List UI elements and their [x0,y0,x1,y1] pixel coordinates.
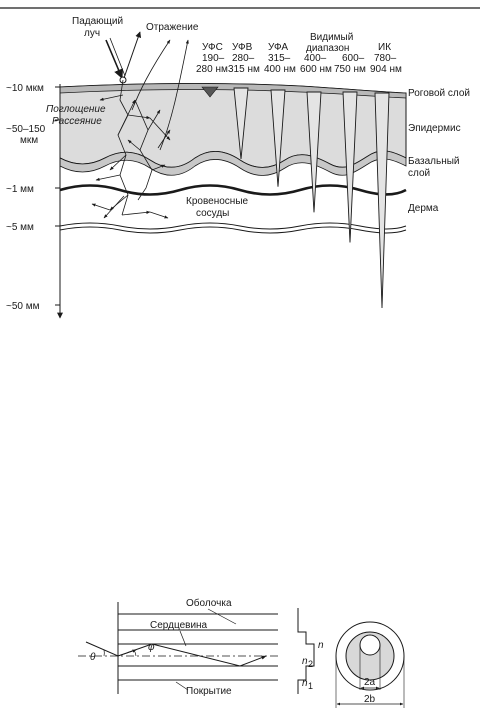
layer-label-basal-2: слой [408,168,431,179]
band-uva-range-1: 315– [268,53,291,64]
scattering-label: Рассеяние [52,116,102,127]
depth-label-5mm: ~5 мм [6,222,34,233]
band-uvc-name: УФС [202,42,223,53]
band-visible-range-2: 600 нм [300,64,332,75]
band-ir-range-2: 904 нм [370,64,402,75]
layer-label-stratum-corneum: Роговой слой [408,88,471,99]
phi-arc [134,650,136,656]
band-visible-name: Видимый [310,32,354,43]
band-uvb-range-2: 315 нм [228,64,260,75]
band-uva-range-2: 400 нм [264,64,296,75]
absorption-label: Поглощение [46,104,106,115]
profile-n1-n: n [302,678,308,689]
band-visible-range-1: 400– [304,53,327,64]
coating-label: Покрытие [186,686,232,697]
band-visible-range-0: диапазон [306,43,350,54]
band-ir-name: ИК [378,42,392,53]
outer-diameter-label: 2b [364,694,376,705]
blood-vessels-label-1: Кровеносные [186,196,249,207]
angle-theta: θ [90,652,96,663]
core-label: Сердцевина [150,620,208,631]
incident-ray [106,40,122,78]
dermis-boundary-5mm-b [60,227,406,233]
reflection-label: Отражение [146,22,199,33]
depth-label-10um: ~10 мкм [6,83,44,94]
layer-label-epidermis: Эпидермис [408,123,461,134]
skin-diagram [6,16,470,318]
incident-ray-label-1: Падающий [72,16,124,27]
angle-phi: φ [148,642,155,653]
band-red-range-2: 750 нм [334,64,366,75]
light-ray [86,642,266,666]
profile-n2-sub: 2 [308,659,314,669]
profile-n1 [302,678,313,691]
layer-label-basal-1: Базальный [408,156,460,167]
profile-n2-n: n [302,656,308,667]
band-uva-name: УФА [268,42,289,53]
incident-ray-label-2: луч [84,28,101,39]
cladding-leader [208,609,236,624]
depth-label-50-150: ~50–150 [6,124,46,135]
cross-section-core [360,635,380,655]
band-uvc-range-2: 280 нм [196,64,228,75]
incident-ray-edge [110,38,125,76]
band-uvb-name: УФВ [232,42,253,53]
profile-n: n [318,640,324,651]
fiber-diagram [78,597,404,708]
core-diameter-label: 2a [364,677,376,688]
band-red-range-1: 600– [342,53,365,64]
reflection-ray [124,32,140,78]
band-uvb-range-1: 280– [232,53,255,64]
profile-n2 [302,656,313,669]
cladding-label: Оболочка [186,598,232,609]
ray-arrow [118,650,136,656]
depth-label-1mm: ~1 мм [6,184,34,195]
penetration-cone-5 [375,93,389,308]
profile-n1-sub: 1 [308,681,314,691]
blood-vessels-label-2: сосуды [196,208,230,219]
band-uvc-range-1: 190– [202,53,225,64]
depth-label-um: мкм [20,135,39,146]
band-ir-range-1: 780– [374,53,397,64]
dermis-boundary-1mm [60,186,406,195]
layer-label-dermis: Дерма [408,203,439,214]
depth-label-50mm: ~50 мм [6,301,40,312]
